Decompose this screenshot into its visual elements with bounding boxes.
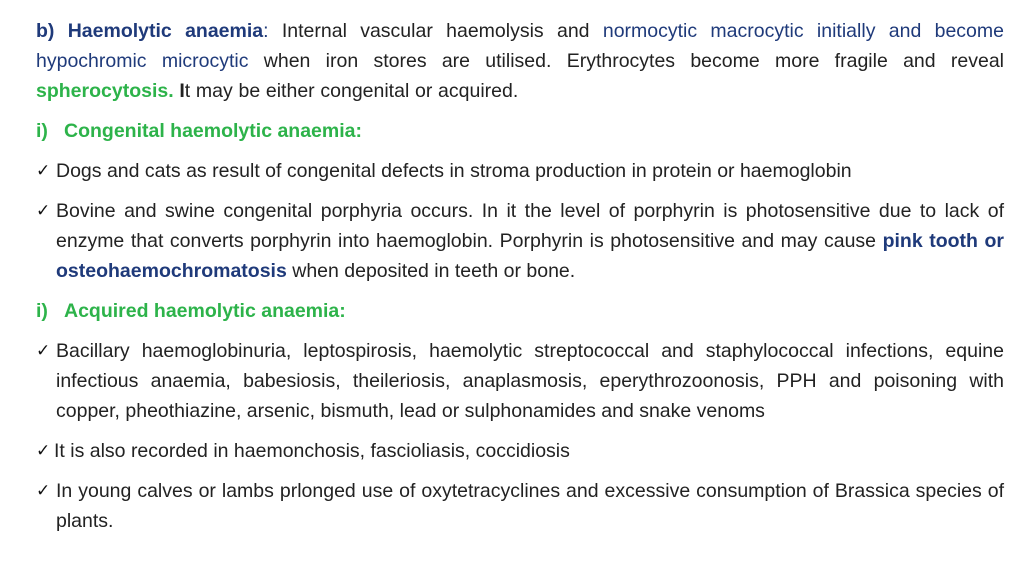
bullet-item [36,156,1004,186]
intro-text-2: when iron stores are utilised. Erythrocytes become more fragile and reveal [248,50,1004,72]
checkmark-icon: ✓ [36,341,51,361]
bullet-item [36,196,1004,286]
intro-highlight-spherocytosis: spherocytosis. [36,80,174,102]
bullet-item [36,336,1004,426]
bullet-text: Dogs and cats as result of congenital defects in stroma production in protein or haemoglobin [56,160,852,182]
intro-colon: : [263,20,269,42]
intro-highlight-cell-morphology: normocytic macrocytic initially and become hypochromic microcytic [36,20,1004,72]
bullet-item [36,436,1004,466]
checkmark-icon: ✓ [36,161,51,181]
intro-paragraph [36,16,1004,106]
intro-label: b) Haemolytic anaemia [36,20,264,42]
bullet-item [36,476,1004,536]
checkmark-icon: ✓ [36,201,51,221]
checkmark-icon: ✓ [36,441,51,461]
intro-text-3: t may be either congenital or acquired. [184,80,519,102]
bullet-highlight: pink tooth or osteohaemochromatosis [56,230,1004,282]
section-title: Acquired haemolytic anaemia: [64,300,346,322]
intro-text-1: Internal vascular haemolysis and [268,20,603,42]
section-number: i) [36,120,48,142]
intro-capital-i: I [173,80,185,102]
bullet-text-after: when deposited in teeth or bone. [286,260,576,282]
section-title: Congenital haemolytic anaemia: [64,120,362,142]
bullet-text: In young calves or lambs prlonged use of oxytetracyclines and excessive consumption of Brassica species of plants. [56,480,1004,532]
bullet-text: Bacillary haemoglobinuria, leptospirosis, haemolytic streptococcal and staphylococcal infections, equine infectious anaemia, babesiosis, theileriosis, anaplasmosis, eperythrozoonosis, PPH and poisoning with copper, pheothiazine, arsenic, bismuth, lead or sulphonamides and snake venoms [56,340,1004,422]
section-heading-congenital [36,116,1004,146]
checkmark-icon: ✓ [36,481,51,501]
section-number: i) [36,300,48,322]
bullet-text: Bovine and swine congenital porphyria occurs. In it the level of porphyrin is photosensitive due to lack of enzyme that converts porphyrin into haemoglobin. Porphyrin is photosensitive and may cause [56,200,1004,252]
bullet-text: It is also recorded in haemonchosis, fascioliasis, coccidiosis [54,440,570,462]
section-heading-acquired [36,296,1004,326]
